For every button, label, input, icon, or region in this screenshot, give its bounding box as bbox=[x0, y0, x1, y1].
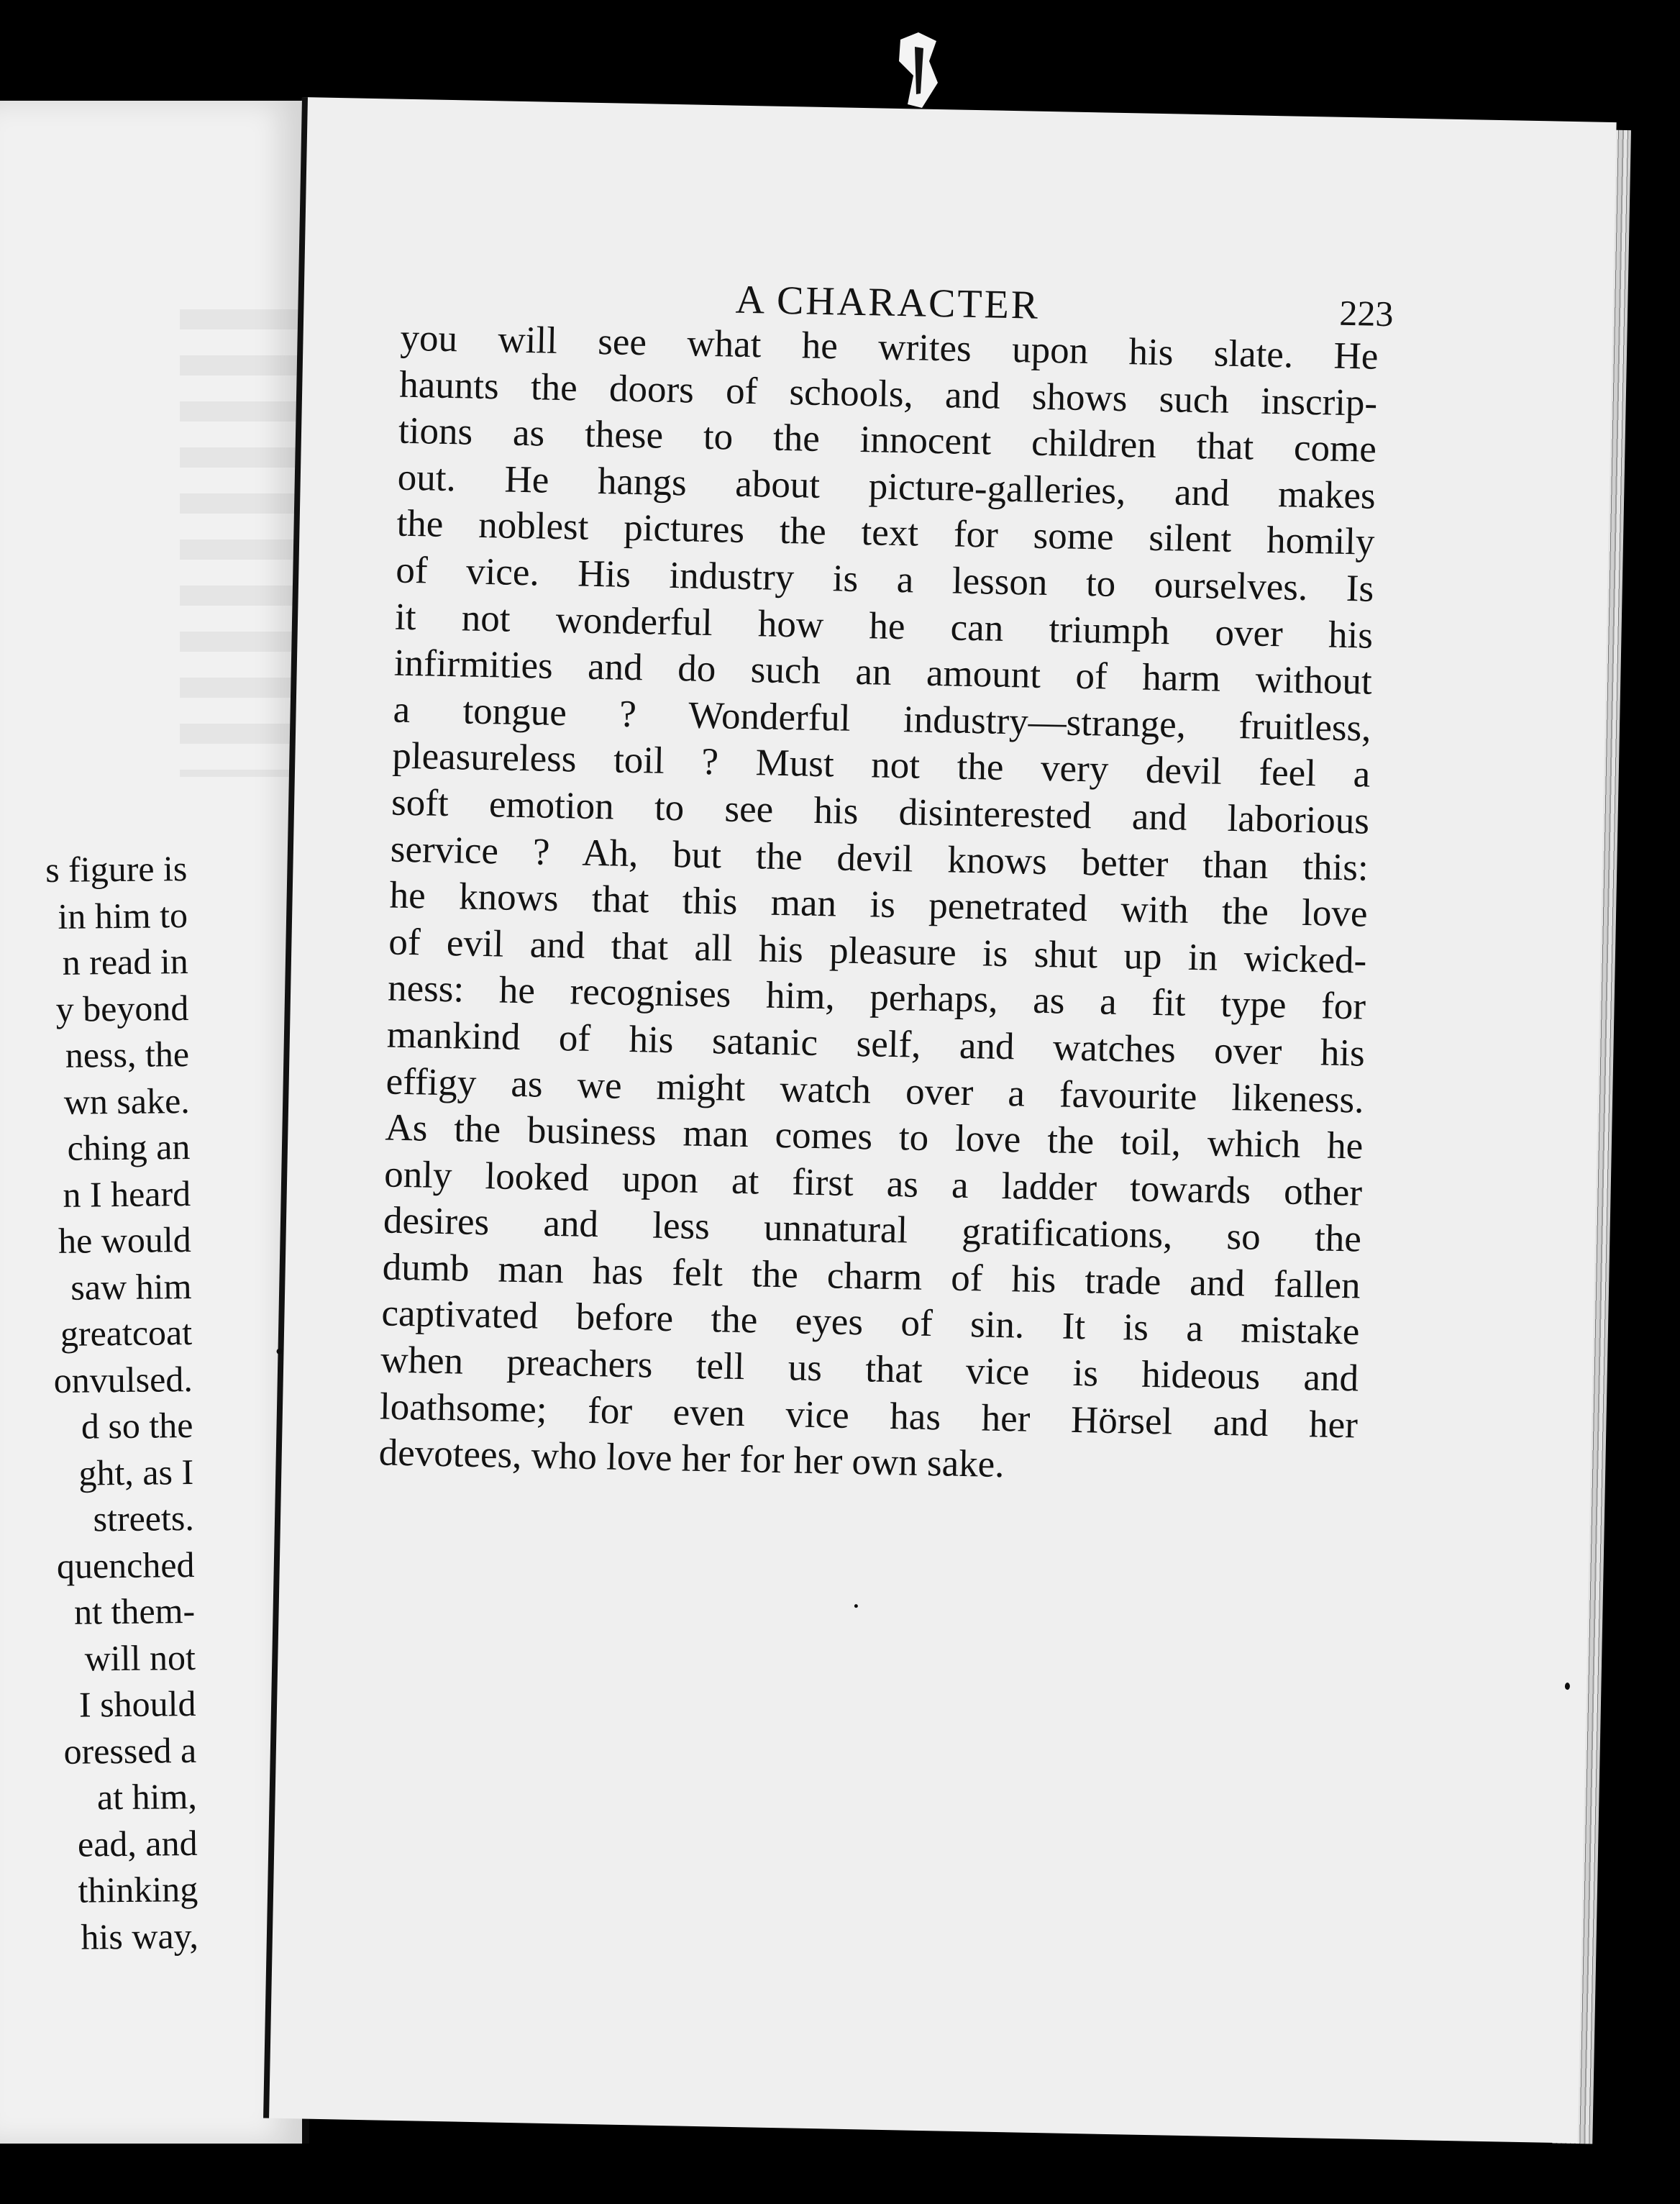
text-line: of vice. His industry is a lesson to ourselves. Is bbox=[395, 549, 1374, 610]
text-line: his way, bbox=[81, 1915, 199, 1957]
text-line: oressed a bbox=[63, 1729, 197, 1772]
text-line: onvulsed. bbox=[53, 1358, 193, 1401]
text-line: I should bbox=[78, 1682, 196, 1725]
text-line: infirmities and do such an amount of harm without bbox=[393, 642, 1373, 703]
text-line: ead, and bbox=[77, 1822, 198, 1864]
right-page bbox=[263, 97, 1617, 2144]
text-line: he knows that this man is penetrated with the love bbox=[389, 874, 1369, 935]
text-line: ness, the bbox=[65, 1033, 190, 1075]
body-text bbox=[378, 315, 1379, 1495]
text-line: wn sake. bbox=[63, 1080, 191, 1122]
text-line: saw him bbox=[70, 1265, 192, 1308]
text-line: n read in bbox=[62, 940, 188, 983]
running-head: A CHARACTER bbox=[735, 277, 1041, 328]
text-line: ching an bbox=[67, 1126, 191, 1168]
text-line: n I heard bbox=[63, 1172, 191, 1215]
ink-speck bbox=[276, 1349, 282, 1354]
text-line: greatcoat bbox=[60, 1311, 193, 1354]
text-line: ght, as I bbox=[78, 1451, 194, 1493]
text-line: dumb man has felt the charm of his trade and fallen bbox=[382, 1246, 1361, 1307]
text-line: thinking bbox=[78, 1868, 198, 1911]
text-line: soft emotion to see his disinterested and laborious bbox=[391, 781, 1370, 842]
binding-clip-mark bbox=[886, 32, 951, 111]
text-line: at him, bbox=[96, 1775, 198, 1818]
text-line: captivated before the eyes of sin. It is a mistake bbox=[381, 1292, 1360, 1354]
text-line: mankind of his satanic self, and watches over his bbox=[386, 1014, 1366, 1075]
text-line: tions as these to the innocent children that come bbox=[398, 409, 1377, 470]
ink-speck bbox=[1565, 1682, 1570, 1690]
text-line: pleasureless toil ? Must not the very devil feel a bbox=[391, 734, 1371, 796]
bleed-through-text bbox=[180, 309, 302, 777]
page-number: 223 bbox=[1338, 292, 1394, 334]
text-line: of evil and that all his pleasure is shut up in wicked- bbox=[388, 921, 1367, 982]
text-line: d so the bbox=[81, 1404, 193, 1447]
text-line: ness: he recognises him, perhaps, as a fit type for bbox=[387, 967, 1366, 1028]
text-line: in him to bbox=[58, 894, 188, 937]
text-line: it not wonderful how he can triumph over his bbox=[394, 596, 1374, 657]
text-line: s figure is bbox=[45, 847, 188, 891]
text-line: y beyond bbox=[55, 987, 189, 1029]
text-line: out. He hangs about picture-galleries, and makes bbox=[397, 456, 1377, 517]
text-line: the noblest pictures the text for some silent homily bbox=[396, 503, 1375, 564]
text-line: he would bbox=[58, 1219, 192, 1261]
text-line: loathsome; for even vice has her Hörsel and her bbox=[379, 1385, 1359, 1447]
ink-speck bbox=[854, 1604, 858, 1608]
text-line: nt them- bbox=[73, 1590, 196, 1632]
left-page bbox=[0, 101, 309, 2144]
left-page-text bbox=[0, 845, 198, 1962]
text-line: As the business man comes to love the toil, which he bbox=[384, 1106, 1364, 1167]
text-line: streets. bbox=[93, 1497, 195, 1539]
text-line: when preachers tell us that vice is hideous and bbox=[380, 1339, 1359, 1400]
text-line: haunts the doors of schools, and shows such inscrip- bbox=[398, 363, 1378, 424]
text-line: effigy as we might watch over a favourite likeness. bbox=[385, 1060, 1365, 1121]
text-line: will not bbox=[84, 1636, 196, 1679]
text-line: a tongue ? Wonderful industry—strange, fruitless, bbox=[393, 688, 1371, 750]
text-line: devotees, who love her for her own sake. bbox=[378, 1431, 1005, 1486]
text-line: quenched bbox=[56, 1544, 195, 1586]
text-line: only looked upon at first as a ladder towards other bbox=[383, 1153, 1363, 1214]
text-line: service ? Ah, but the devil knows better than this: bbox=[390, 828, 1369, 889]
text-line: you will see what he writes upon his slate. He bbox=[400, 317, 1379, 378]
text-line: desires and less unnatural gratifications, so the bbox=[383, 1199, 1362, 1260]
